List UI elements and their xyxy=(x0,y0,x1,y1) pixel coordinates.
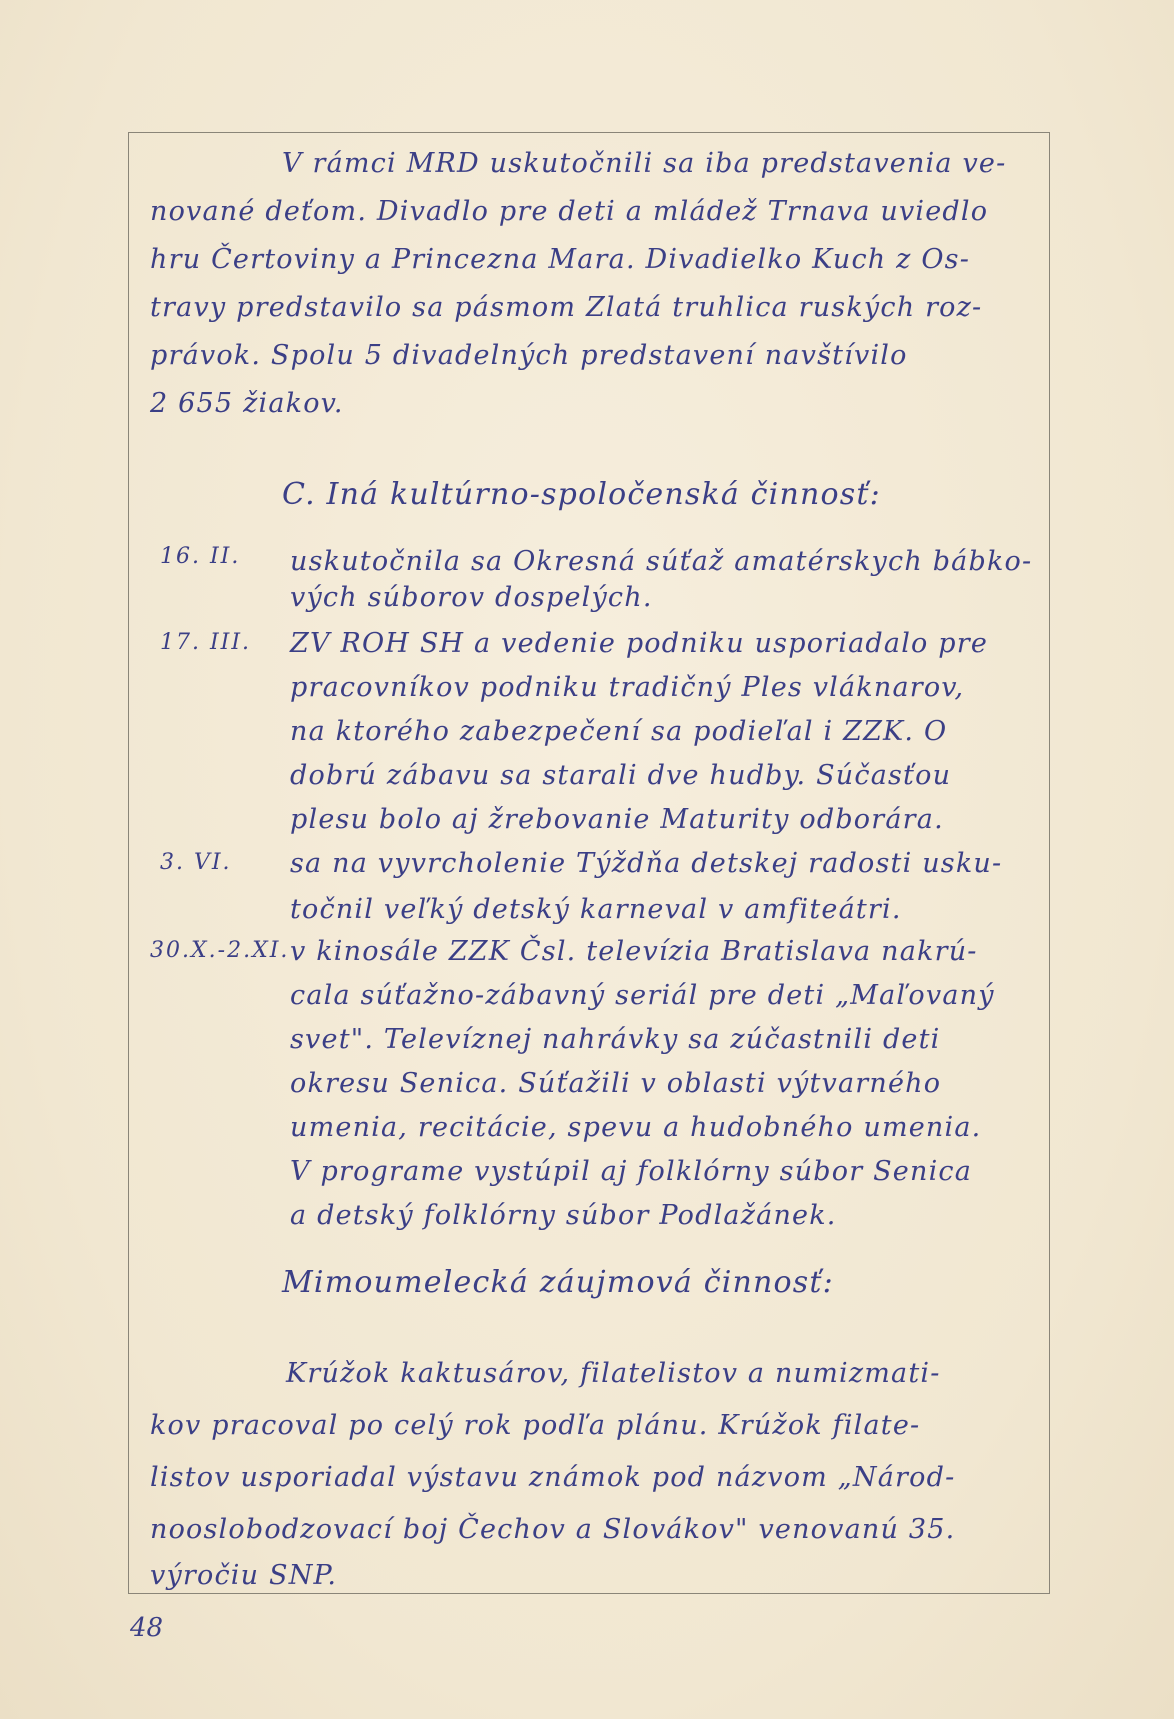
entry-line: ZV ROH SH a vedenie podniku usporiadalo pre xyxy=(290,628,989,659)
entry-line: plesu bolo aj žrebovanie Maturity odborára. xyxy=(290,804,944,835)
section-heading: Mimoumelecká záujmová činnosť: xyxy=(282,1265,834,1300)
entry-line: a detský folklórny súbor Podlažánek. xyxy=(290,1200,837,1231)
closing-line: listov usporiadal výstavu známok pod názvom „Národ- xyxy=(150,1462,956,1493)
entry-line: dobrú zábavu sa starali dve hudby. Súčasťou xyxy=(290,760,952,791)
entry-line: umenia, recitácie, spevu a hudobného umenia. xyxy=(290,1112,982,1143)
entry-line: svet". Televíznej nahrávky sa zúčastnili deti xyxy=(290,1024,941,1055)
intro-line: travy predstavilo sa pásmom Zlatá truhlica ruských roz- xyxy=(150,292,983,323)
closing-line: výročiu SNP. xyxy=(150,1560,338,1591)
closing-line: kov pracoval po celý rok podľa plánu. Krúžok filate- xyxy=(150,1410,921,1441)
entry-line: vých súborov dospelých. xyxy=(290,582,653,613)
entry-line: v kinosále ZZK Čsl. televízia Bratislava nakrú- xyxy=(290,936,978,967)
entry-line: uskutočnila sa Okresná súťaž amatérskych bábko- xyxy=(290,546,1033,577)
entry-date: 16. II. xyxy=(160,544,241,569)
page-number: 48 xyxy=(130,1613,164,1643)
entry-date: 17. III. xyxy=(160,630,252,655)
section-heading: C. Iná kultúrno-spoločenská činnosť: xyxy=(282,477,881,512)
entry-line: V programe vystúpil aj folklórny súbor Senica xyxy=(290,1156,973,1187)
entry-line: okresu Senica. Súťažili v oblasti výtvarného xyxy=(290,1068,942,1099)
entry-date: 3. VI. xyxy=(160,850,232,875)
entry-line: pracovníkov podniku tradičný Ples vláknarov, xyxy=(290,672,965,703)
closing-line: nooslobodzovací boj Čechov a Slovákov" venovanú 35. xyxy=(150,1514,956,1545)
entry-line: točnil veľký detský karneval v amfiteátri. xyxy=(290,894,902,925)
closing-line: Krúžok kaktusárov, filatelistov a numizmati- xyxy=(286,1358,941,1389)
intro-line: 2 655 žiakov. xyxy=(150,388,344,419)
intro-line: nované deťom. Divadlo pre deti a mládež Trnava uviedlo xyxy=(150,196,989,227)
intro-line: hru Čertoviny a Princezna Mara. Divadielko Kuch z Os- xyxy=(150,244,971,275)
entry-line: na ktorého zabezpečení sa podieľal i ZZK. O xyxy=(290,716,948,747)
entry-date: 30.X.-2.XI. xyxy=(150,938,290,963)
entry-line: sa na vyvrcholenie Týždňa detskej radosti usku- xyxy=(290,848,1003,879)
intro-line: V rámci MRD uskutočnili sa iba predstavenia ve- xyxy=(282,148,1007,179)
entry-line: cala súťažno-zábavný seriál pre deti „Maľovaný xyxy=(290,980,995,1011)
intro-line: právok. Spolu 5 divadelných predstavení navštívilo xyxy=(150,340,908,371)
